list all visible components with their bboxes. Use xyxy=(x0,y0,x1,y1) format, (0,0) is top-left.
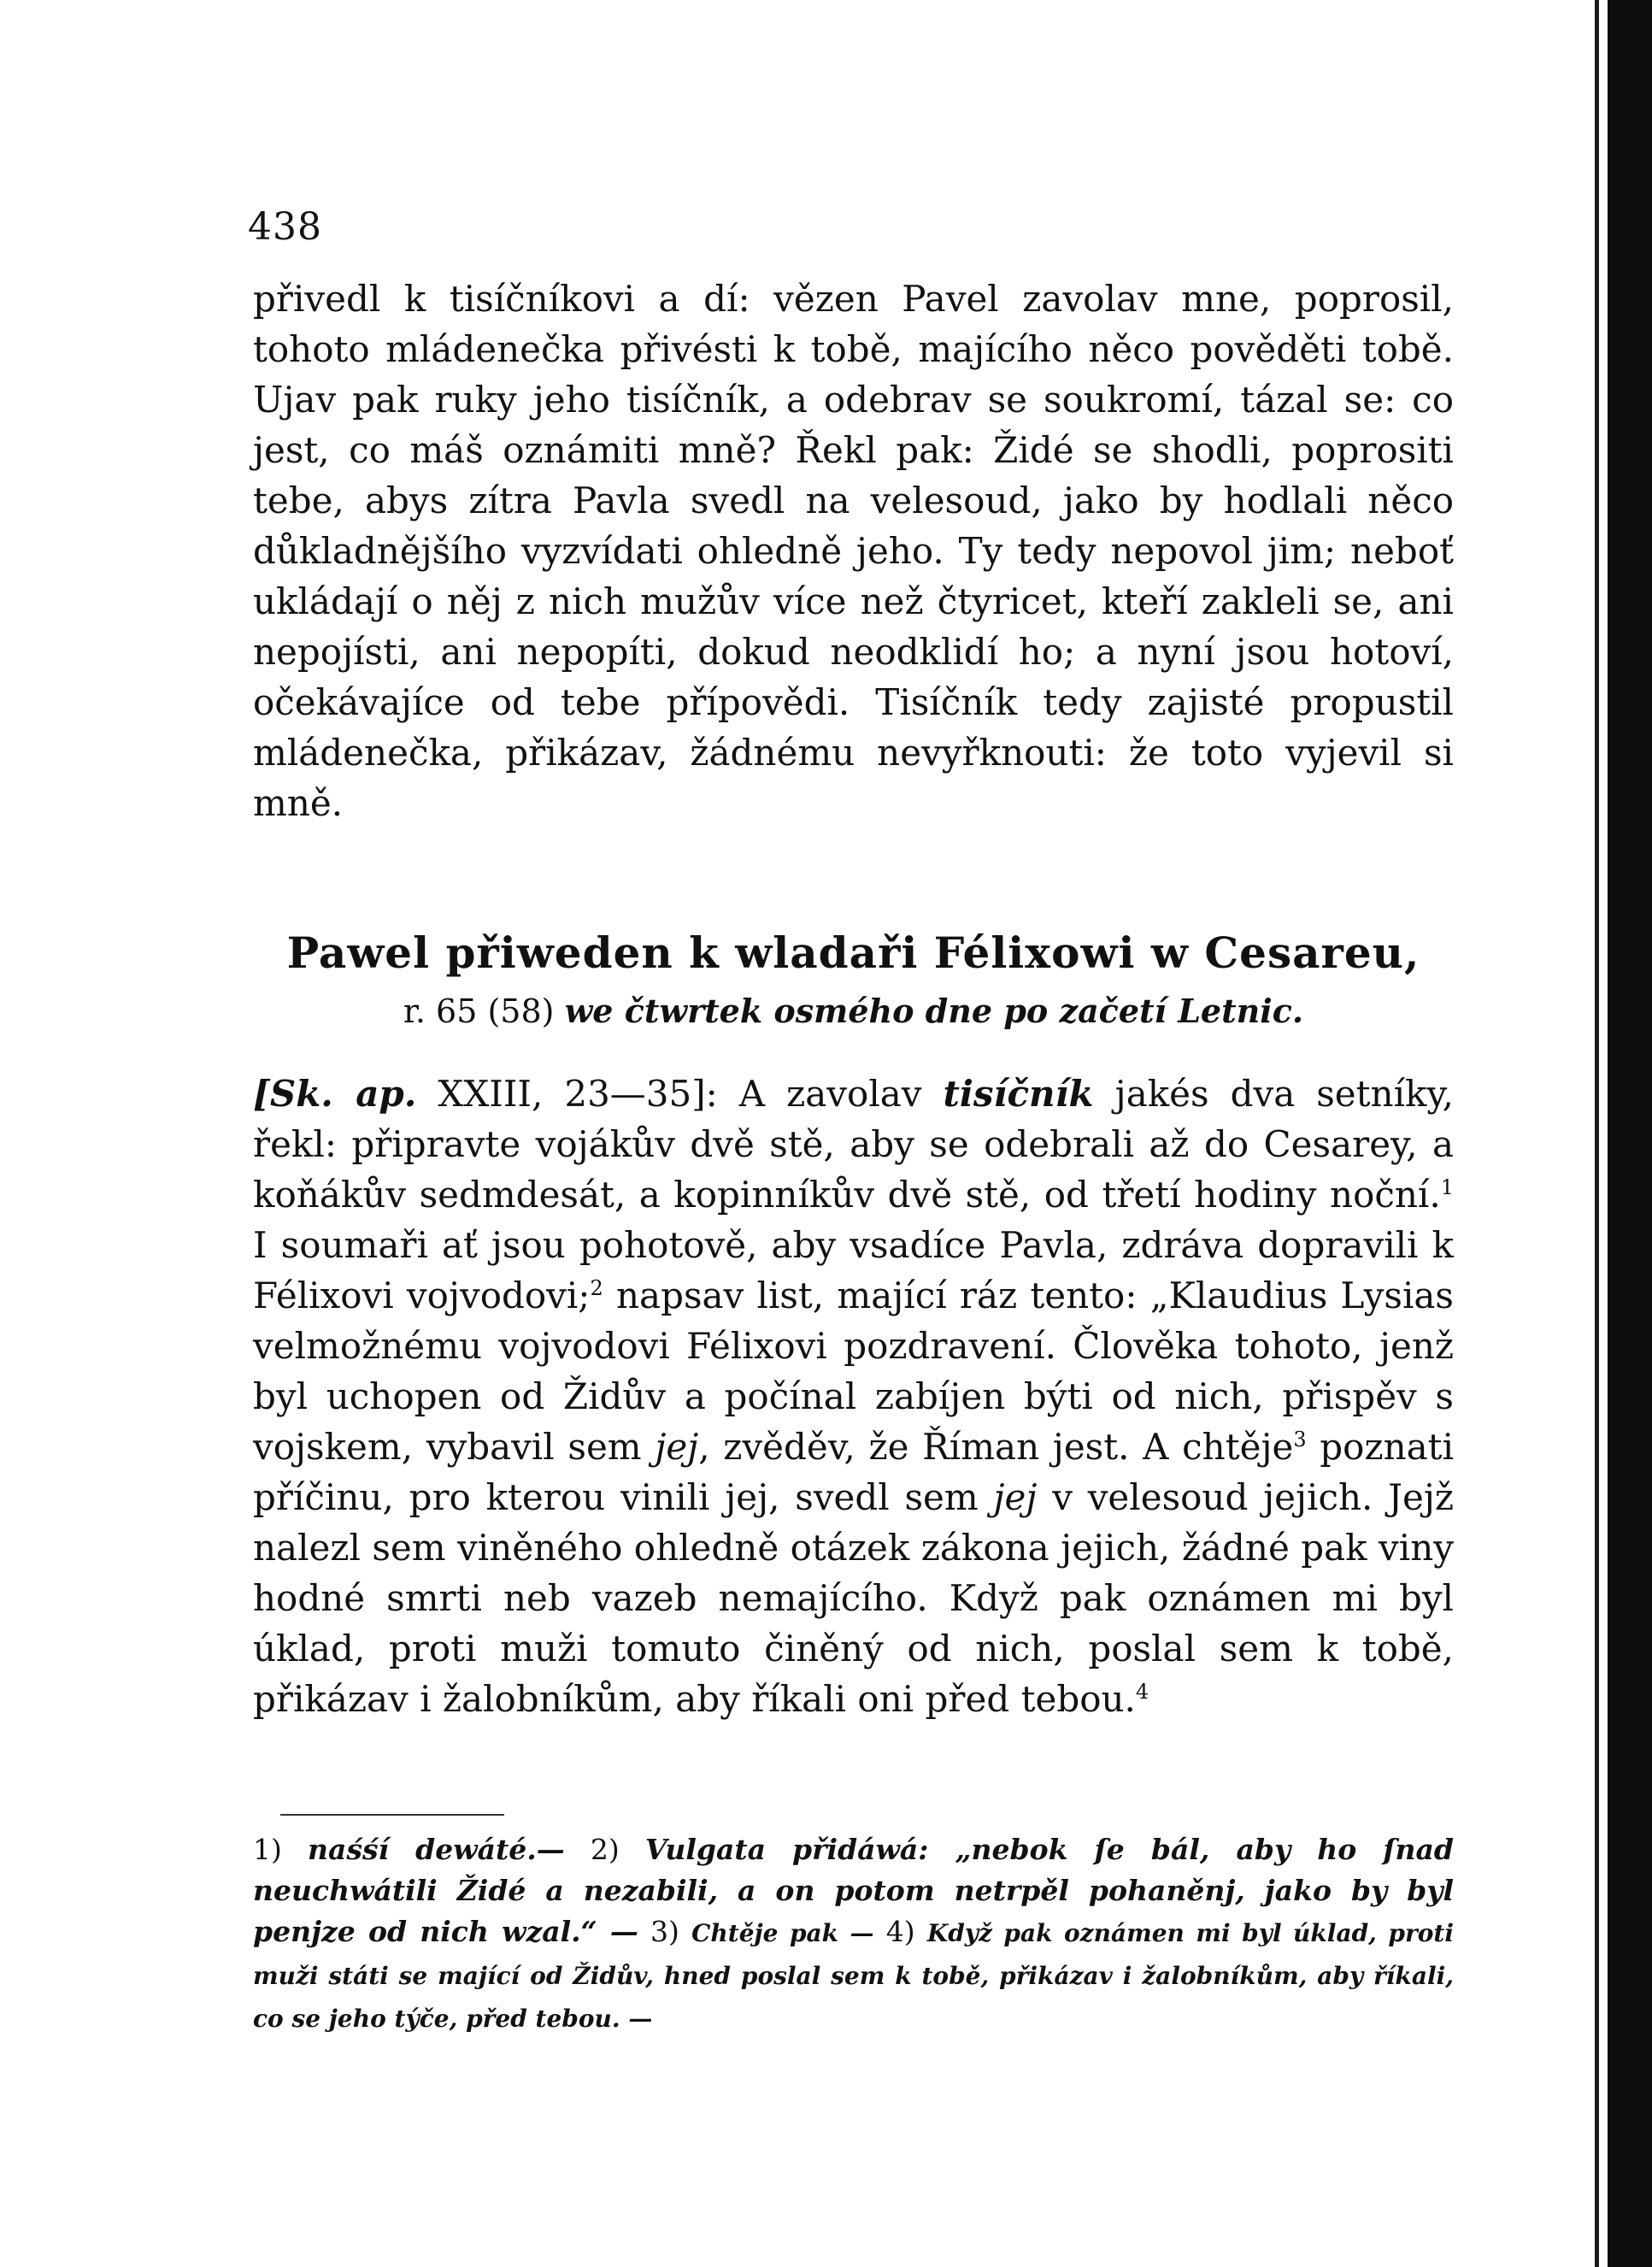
p2-jej-1: jej xyxy=(655,1426,699,1468)
section-date-prefix: r. 65 (58) xyxy=(403,992,555,1030)
section-date xyxy=(253,992,1454,1030)
footnote-4-num: 4) xyxy=(885,1915,915,1948)
paragraph-2 xyxy=(253,1069,1454,1724)
scripture-ref-num: XXIII, 23—35]: xyxy=(438,1073,718,1115)
section-title: Pawel přiweden k wladaři Félixowi w Cesareu, xyxy=(286,927,1420,978)
paragraph-1-text: přivedl k tisíčníkovi a dí: vězen Pavel zavolav mne, poprosil, tohoto mládenečka přivésti k tobě, majícího něco pověděti tobě. Ujav pak ruky jeho tisíčník, a odebrav se soukromí, tázal se: co jest, co máš oznámiti mně? Řekl pak: Židé se shodli, poprositi tebe, abys zítra Pavla svedl na velesoud, jako by hodlali něco důkladnějšího vyzvídati ohledně jeho. Ty tedy nepovol jim; neboť ukládají o něj z nich mužův více než čtyricet, kteří zakleli se, ani nepojísti, ani nepopíti, dokud neodklidí ho; a nyní jsou hotoví, očekávajíce od tebe přípovědi. Tisíčník tedy zajisté propustil mládenečka, přikázav, žádnému nevyřknouti: že toto vyjevil si mně. xyxy=(253,278,1454,824)
section-date-gothic: we čtwrtek osmého dne po začetí Letnic. xyxy=(564,992,1304,1030)
p2-g: v velesoud jejich. Jejž nalezl sem viněného ohledně otázek zákona jejich, žádné pak viny hodné smrti neb vazeb nemajícího. Když pak oznámen mi byl úklad, proti muži tomuto činěný od nich, poslal sem k tobě, přikázav i žalobníkům, aby říkali oni před tebou. xyxy=(253,1476,1454,1720)
footnote-2-num: 2) xyxy=(590,1833,620,1866)
footnote-4: Když pak oznámen mi byl úklad, proti muži státi se mající od Židův, hned poslal sem k tobě, přikázav i žalobníkům, aby říkali, co se jeho týče, před tebou. — xyxy=(253,1919,1454,2033)
p2-d: napsav list, mající ráz tento: „Klaudius Lysias velmožnému vojvodovi Félixovi pozdravení. Člověka tohoto, jenž byl uchopen od Židův a počínal zabíjen býti od nich, přispěv s vojskem, vybavil sem xyxy=(253,1275,1454,1468)
p2-gothic-word: tisíčník xyxy=(943,1073,1094,1115)
footnote-3-num: 3) xyxy=(650,1915,679,1948)
footnote-3: Chtěje pak — xyxy=(691,1919,874,1947)
page-number: 438 xyxy=(248,205,322,249)
paragraph-1 xyxy=(253,274,1454,828)
footnote-1-num: 1) xyxy=(253,1833,282,1866)
footnotes xyxy=(253,1829,1454,2040)
footnote-mark-1: 1 xyxy=(1440,1175,1454,1199)
scan-edge-band xyxy=(1608,0,1652,2267)
scan-edge-line xyxy=(1595,0,1599,2267)
p2-f: poznati příčinu, pro kterou vinili jej, svedl sem xyxy=(253,1426,1454,1518)
p2-b: jakés dva setníky, řekl: připravte vojákův dvě stě, aby se odebrali až do Cesarey, a koňákův sedmdesát, a kopinníkův dvě stě, od třetí hodiny noční. xyxy=(253,1073,1454,1216)
p2-e: , zvěděv, že Říman jest. A chtěje xyxy=(698,1426,1294,1468)
footnote-2: Vulgata přidáwá: „nebok ſe bál, aby ho ſnad neuchwátili Židé a nezabili, a on potom netrpěl pohaněnj, jako by byl penjze od nich wzal.“ — xyxy=(253,1833,1454,1948)
footnote-mark-3: 3 xyxy=(1293,1428,1307,1451)
p2-a: A zavolav xyxy=(738,1073,922,1115)
scripture-ref: [Sk. ap. xyxy=(253,1073,417,1115)
footnote-1: naśśí dewáté.— xyxy=(307,1833,565,1866)
footnote-divider xyxy=(280,1814,504,1816)
footnote-mark-2: 2 xyxy=(590,1276,603,1300)
p2-c: I soumaři ať jsou pohotově, aby vsadíce Pavla, zdráva dopravili k Félixovi vojvodovi; xyxy=(253,1224,1454,1316)
p2-jej-2: jej xyxy=(993,1476,1038,1518)
footnote-mark-4: 4 xyxy=(1135,1680,1149,1704)
